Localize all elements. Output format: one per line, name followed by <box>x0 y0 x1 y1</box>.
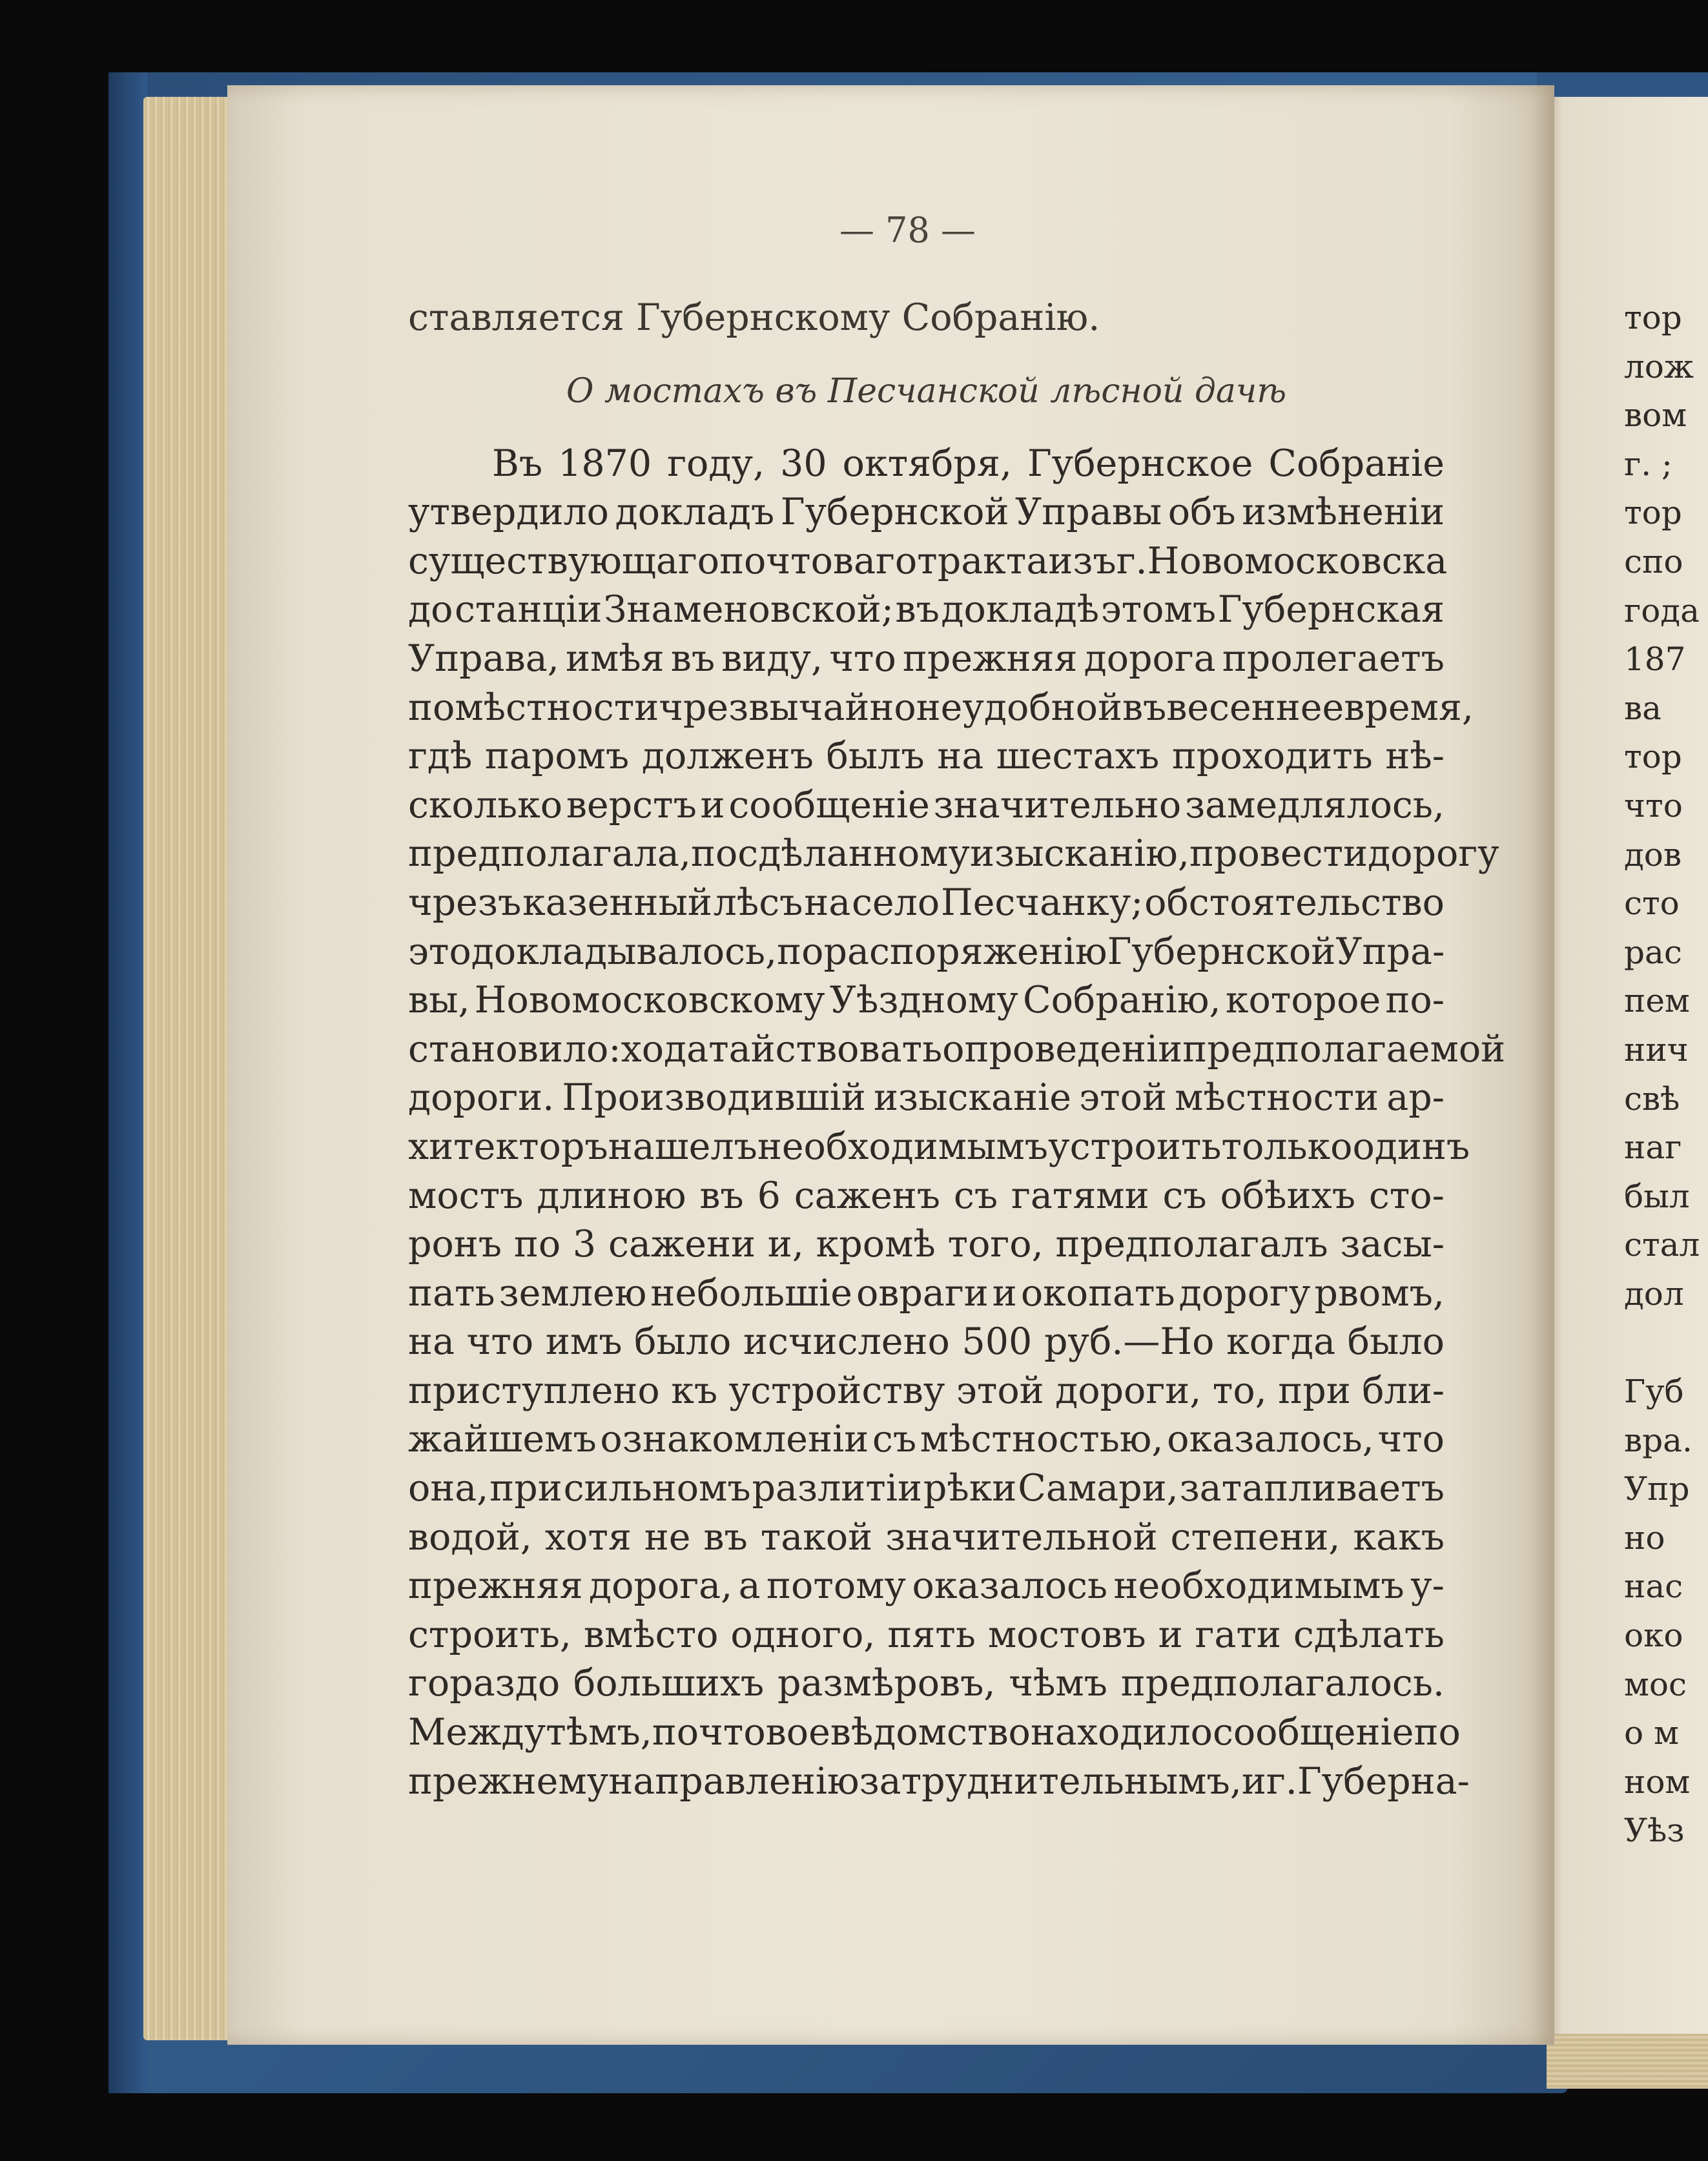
word: прежняя <box>408 1564 583 1608</box>
word: вы, <box>408 979 470 1022</box>
facing-line: вом <box>1624 396 1687 435</box>
text-line <box>408 928 1445 977</box>
word: потому <box>767 1564 907 1608</box>
word: которое <box>1225 979 1381 1022</box>
word: становило: <box>408 1027 621 1070</box>
word: мостовъ <box>987 1613 1146 1656</box>
word: ходатайствовать <box>621 1027 943 1070</box>
word: не <box>644 1515 691 1559</box>
word: предполагалось. <box>1120 1662 1445 1705</box>
word: въ <box>699 1174 744 1217</box>
word: при <box>1278 1369 1351 1412</box>
word: сообщеніе <box>728 783 930 826</box>
word: длиною <box>537 1174 686 1217</box>
word: предполагалъ <box>1055 1223 1328 1266</box>
word: сильномъ <box>563 1467 751 1510</box>
text-line <box>408 635 1445 684</box>
word: Губерна- <box>1297 1759 1470 1803</box>
section-title: О мостахъ въ Песчанской лѣсной дачѣ <box>566 371 1287 411</box>
word: виду, <box>721 637 823 680</box>
facing-line: нас <box>1624 1568 1683 1606</box>
text-line <box>408 488 1445 537</box>
word: почтоваго <box>719 539 918 582</box>
word: что <box>829 637 896 680</box>
text-line <box>408 879 1445 928</box>
word: а <box>738 1564 761 1608</box>
word: затруднительнымъ, <box>859 1759 1242 1803</box>
word: проведеніи <box>964 1027 1183 1070</box>
facing-line: 187 <box>1624 640 1686 679</box>
word: устроить <box>1048 1125 1222 1168</box>
word: что <box>1377 1418 1445 1461</box>
text-line <box>408 1464 1445 1513</box>
word: изъ <box>1048 539 1116 582</box>
facing-line: тор <box>1624 299 1682 336</box>
word: хитекторъ <box>408 1125 608 1168</box>
word: по- <box>1385 979 1445 1022</box>
text-line <box>408 1611 1445 1660</box>
page-number: — 78 — <box>839 210 976 251</box>
word: устройству <box>728 1369 945 1412</box>
word: о <box>942 1027 965 1070</box>
text-line <box>408 1562 1445 1611</box>
word: Собранію, <box>1022 979 1221 1022</box>
word: по <box>690 832 738 876</box>
word: находило <box>1030 1711 1213 1754</box>
word: тракта <box>917 539 1049 582</box>
text-line <box>408 1659 1445 1708</box>
word: по <box>777 930 824 973</box>
word: Самари, <box>1018 1467 1178 1510</box>
word: гати <box>1195 1613 1281 1656</box>
word: небольшіе <box>650 1271 852 1315</box>
word: по <box>513 1223 561 1266</box>
text-line <box>408 586 1445 635</box>
word: землею <box>499 1271 647 1315</box>
facing-line: мос <box>1624 1665 1687 1703</box>
word: сколько <box>408 783 563 826</box>
word: прежнему <box>408 1759 609 1803</box>
word: саженъ <box>794 1174 941 1217</box>
word: и, <box>767 1223 804 1266</box>
facing-page-text <box>1624 294 1708 1856</box>
word: рѣки <box>923 1467 1017 1510</box>
word: пять <box>887 1613 976 1656</box>
word: въ <box>703 1515 748 1559</box>
word: дорогу <box>1178 1271 1311 1315</box>
word: оказалось <box>912 1564 1108 1608</box>
text-line <box>408 1318 1445 1367</box>
word: станціи <box>455 588 602 631</box>
word: шестахъ <box>996 735 1160 778</box>
word: по <box>1414 1711 1461 1754</box>
word: 3 <box>572 1223 597 1266</box>
word: дороги. <box>408 1076 555 1120</box>
word: окопать <box>1020 1271 1175 1315</box>
word: Песчанку; <box>940 881 1144 924</box>
word: водой, <box>408 1515 532 1559</box>
word: Управы <box>1015 491 1162 534</box>
text-line <box>408 1367 1445 1416</box>
word: дорогу <box>1368 832 1499 876</box>
word: пать <box>408 1271 495 1315</box>
word: одного, <box>730 1613 876 1656</box>
facing-line: Уѣз <box>1624 1812 1685 1850</box>
facing-line: Губ <box>1624 1373 1684 1411</box>
word: засы- <box>1340 1223 1445 1266</box>
word: было <box>1347 1320 1445 1364</box>
word: на <box>804 881 851 924</box>
word: верстъ <box>566 783 697 826</box>
text-line <box>408 732 1445 781</box>
word: и <box>1158 1613 1183 1656</box>
word: предполагала, <box>408 832 691 876</box>
facing-line <box>1624 1318 1708 1367</box>
word: сто- <box>1368 1174 1445 1217</box>
facing-line: сто <box>1624 885 1680 923</box>
text-line <box>408 1513 1445 1562</box>
facing-line: лож <box>1624 347 1694 385</box>
facing-line: ва <box>1624 689 1662 727</box>
word: большихъ <box>573 1662 765 1705</box>
word: у- <box>1410 1564 1445 1608</box>
word: дороги, <box>1055 1369 1202 1412</box>
word: существующаго <box>408 539 720 582</box>
word: мостъ <box>408 1174 524 1217</box>
word: утвердило <box>408 491 609 534</box>
word: сдѣлать <box>1293 1613 1445 1656</box>
facing-line: дов <box>1624 835 1682 874</box>
word: значительной <box>885 1515 1158 1559</box>
word: объ <box>1168 491 1236 534</box>
text-line <box>408 1757 1470 1807</box>
word: мѣстности <box>1175 1076 1379 1120</box>
word: она, <box>408 1467 489 1510</box>
word: имъ <box>545 1320 622 1364</box>
word: приступлено <box>408 1369 660 1412</box>
text-line <box>408 537 1448 586</box>
book-cover-spine-edge <box>108 72 147 2093</box>
word: Управа, <box>408 637 559 680</box>
text-line <box>408 1220 1445 1269</box>
word: то, <box>1212 1369 1267 1412</box>
word: ронъ <box>408 1223 502 1266</box>
word: овраги <box>856 1271 989 1315</box>
word: имѣя <box>565 637 664 680</box>
word: Губернское <box>1027 442 1253 485</box>
text-line <box>408 684 1474 733</box>
word: направленію <box>608 1759 859 1803</box>
word: исчислено <box>743 1320 950 1364</box>
word: когда <box>1226 1320 1335 1364</box>
word: Собраніе <box>1268 442 1445 485</box>
word: докладѣ <box>941 588 1100 631</box>
word: замедлялось, <box>1184 783 1445 826</box>
word: г. <box>1116 539 1147 582</box>
word: дорога, <box>589 1564 733 1608</box>
text-line <box>408 1025 1506 1074</box>
page-text-block <box>408 294 1506 1806</box>
word: при <box>489 1467 562 1510</box>
facing-line: пем <box>1624 982 1690 1020</box>
word: обѣихъ <box>1220 1174 1355 1217</box>
word: съ <box>1162 1174 1207 1217</box>
word: этой <box>1079 1076 1167 1120</box>
facing-line: о м <box>1624 1714 1679 1752</box>
word: г. <box>1266 1759 1297 1803</box>
word: село <box>852 881 940 924</box>
word: значительно <box>933 783 1182 826</box>
text-line <box>408 1708 1461 1757</box>
word: изысканію, <box>970 832 1189 876</box>
word: къ <box>671 1369 718 1412</box>
text-line <box>408 781 1445 830</box>
word: проходить <box>1171 735 1373 778</box>
facing-line: что <box>1624 786 1683 824</box>
word: этомъ <box>1100 588 1217 631</box>
word: съ <box>872 1418 917 1461</box>
word: это <box>408 930 471 973</box>
facing-line: но <box>1624 1519 1665 1557</box>
word: пролегаетъ <box>1222 637 1445 680</box>
facing-line: тор <box>1624 738 1682 776</box>
word: и <box>1241 1759 1266 1803</box>
word: мѣстностью, <box>920 1418 1164 1461</box>
word: чрезвычайно <box>659 686 916 729</box>
word: провести <box>1189 832 1368 876</box>
word: разлитіи <box>752 1467 923 1510</box>
word: этой <box>956 1369 1044 1412</box>
facing-line: наг <box>1624 1129 1682 1167</box>
word: Губернская <box>1217 588 1445 631</box>
word: кромѣ <box>816 1223 936 1266</box>
word: на <box>408 1320 455 1364</box>
word: сажени <box>608 1223 756 1266</box>
word: оказалось, <box>1167 1418 1374 1461</box>
word: Новомосковскому <box>474 979 825 1022</box>
word: Упра- <box>1335 930 1445 973</box>
word: сообщеніе <box>1212 1711 1414 1754</box>
word: въ <box>1122 686 1167 729</box>
text-line <box>408 1074 1445 1123</box>
word: почтовое <box>652 1711 830 1754</box>
word: размѣровъ, <box>777 1662 996 1705</box>
word: мѣстности <box>455 686 659 729</box>
facing-line: года <box>1624 591 1700 630</box>
word: докладывалось, <box>471 930 777 973</box>
body-paragraph <box>408 440 1506 1807</box>
word: что <box>466 1320 534 1364</box>
facing-line: был <box>1624 1177 1690 1215</box>
word: лѣсъ <box>713 881 803 924</box>
word: тѣмъ, <box>546 1711 652 1754</box>
word: неудобной <box>916 686 1122 729</box>
word: съ <box>953 1174 998 1217</box>
facing-line: Упр <box>1624 1470 1690 1508</box>
word: Производившій <box>562 1076 866 1120</box>
word: рвомъ, <box>1314 1271 1445 1315</box>
word: нашелъ <box>608 1125 757 1168</box>
word: предполагаемой <box>1182 1027 1506 1070</box>
word: гдѣ <box>408 735 473 778</box>
word: Знаменовской; <box>603 588 894 631</box>
word: обстоятельство <box>1144 881 1445 924</box>
word: было <box>634 1320 732 1364</box>
word: распоряженію <box>823 930 1107 973</box>
word: Въ <box>492 442 543 485</box>
facing-line: нич <box>1624 1030 1689 1069</box>
word: жайшемъ <box>408 1418 597 1461</box>
facing-line: вра. <box>1624 1421 1693 1459</box>
word: паромъ <box>484 735 630 778</box>
word: руб.—Но <box>1044 1320 1215 1364</box>
word: нѣ- <box>1385 735 1445 778</box>
word: вѣдомство <box>830 1711 1031 1754</box>
word: былъ <box>826 735 925 778</box>
word: 6 <box>757 1174 781 1217</box>
word: того, <box>947 1223 1044 1266</box>
word: ар- <box>1386 1076 1445 1120</box>
word: октября, <box>842 442 1012 485</box>
word: чѣмъ <box>1009 1662 1107 1705</box>
word: ознакомленіи <box>600 1418 869 1461</box>
text-line <box>408 1415 1445 1464</box>
word: долженъ <box>641 735 814 778</box>
word: гатями <box>1011 1174 1149 1217</box>
word: время, <box>1344 686 1474 729</box>
text-line <box>408 440 1445 489</box>
word: чрезъ <box>408 881 522 924</box>
word: казенный <box>522 881 712 924</box>
word: до <box>408 588 453 631</box>
word: докладъ <box>615 491 775 534</box>
text-line <box>408 1123 1470 1172</box>
facing-line: око <box>1624 1617 1683 1655</box>
facing-line: тор <box>1624 494 1682 532</box>
word: 30 <box>780 442 827 485</box>
word: сдѣланному <box>737 832 971 876</box>
word: степени, <box>1170 1515 1341 1559</box>
word: 500 <box>962 1320 1033 1364</box>
word: только <box>1221 1125 1353 1168</box>
word: вмѣсто <box>583 1613 719 1656</box>
word: году, <box>667 442 765 485</box>
word: необходимымъ <box>1113 1564 1404 1608</box>
word: Между <box>408 1711 546 1754</box>
text-line <box>408 830 1499 879</box>
facing-line: свѣ <box>1624 1080 1680 1118</box>
facing-line: г. ; <box>1624 445 1672 483</box>
word: Губернской <box>1107 930 1336 973</box>
word: измѣненіи <box>1242 491 1445 534</box>
word: такой <box>760 1515 873 1559</box>
word: и <box>992 1271 1017 1315</box>
word: Уѣздному <box>829 979 1018 1022</box>
word: затапливаетъ <box>1179 1467 1445 1510</box>
text-line <box>408 976 1445 1025</box>
word: и <box>700 783 725 826</box>
facing-line: дол <box>1624 1275 1684 1313</box>
word: 1870 <box>558 442 652 485</box>
page-edges-bottom-right <box>1547 2034 1708 2089</box>
continuation-line: ставляется Губернскому Собранію. <box>408 296 1100 339</box>
word: по <box>408 686 455 729</box>
word: какъ <box>1353 1515 1445 1559</box>
facing-line: стал <box>1624 1226 1700 1264</box>
word: прежняя <box>902 637 1078 680</box>
word: Новомосковска <box>1147 539 1448 582</box>
text-line <box>408 1269 1445 1318</box>
word: хотя <box>544 1515 632 1559</box>
word: одинъ <box>1352 1125 1470 1168</box>
facing-line: спо <box>1624 542 1683 580</box>
word: дорога <box>1084 637 1216 680</box>
word: гораздо <box>408 1662 561 1705</box>
word: въ <box>670 637 715 680</box>
word: весеннее <box>1166 686 1344 729</box>
word: въ <box>895 588 940 631</box>
word: бли- <box>1362 1369 1445 1412</box>
word: на <box>937 735 984 778</box>
facing-line: ном <box>1624 1763 1691 1801</box>
word: изысканіе <box>874 1076 1071 1120</box>
word: Губернской <box>780 491 1009 534</box>
word: строить, <box>408 1613 571 1656</box>
word: необходимымъ <box>757 1125 1049 1168</box>
text-line <box>408 1172 1445 1221</box>
facing-line: рас <box>1624 933 1682 971</box>
